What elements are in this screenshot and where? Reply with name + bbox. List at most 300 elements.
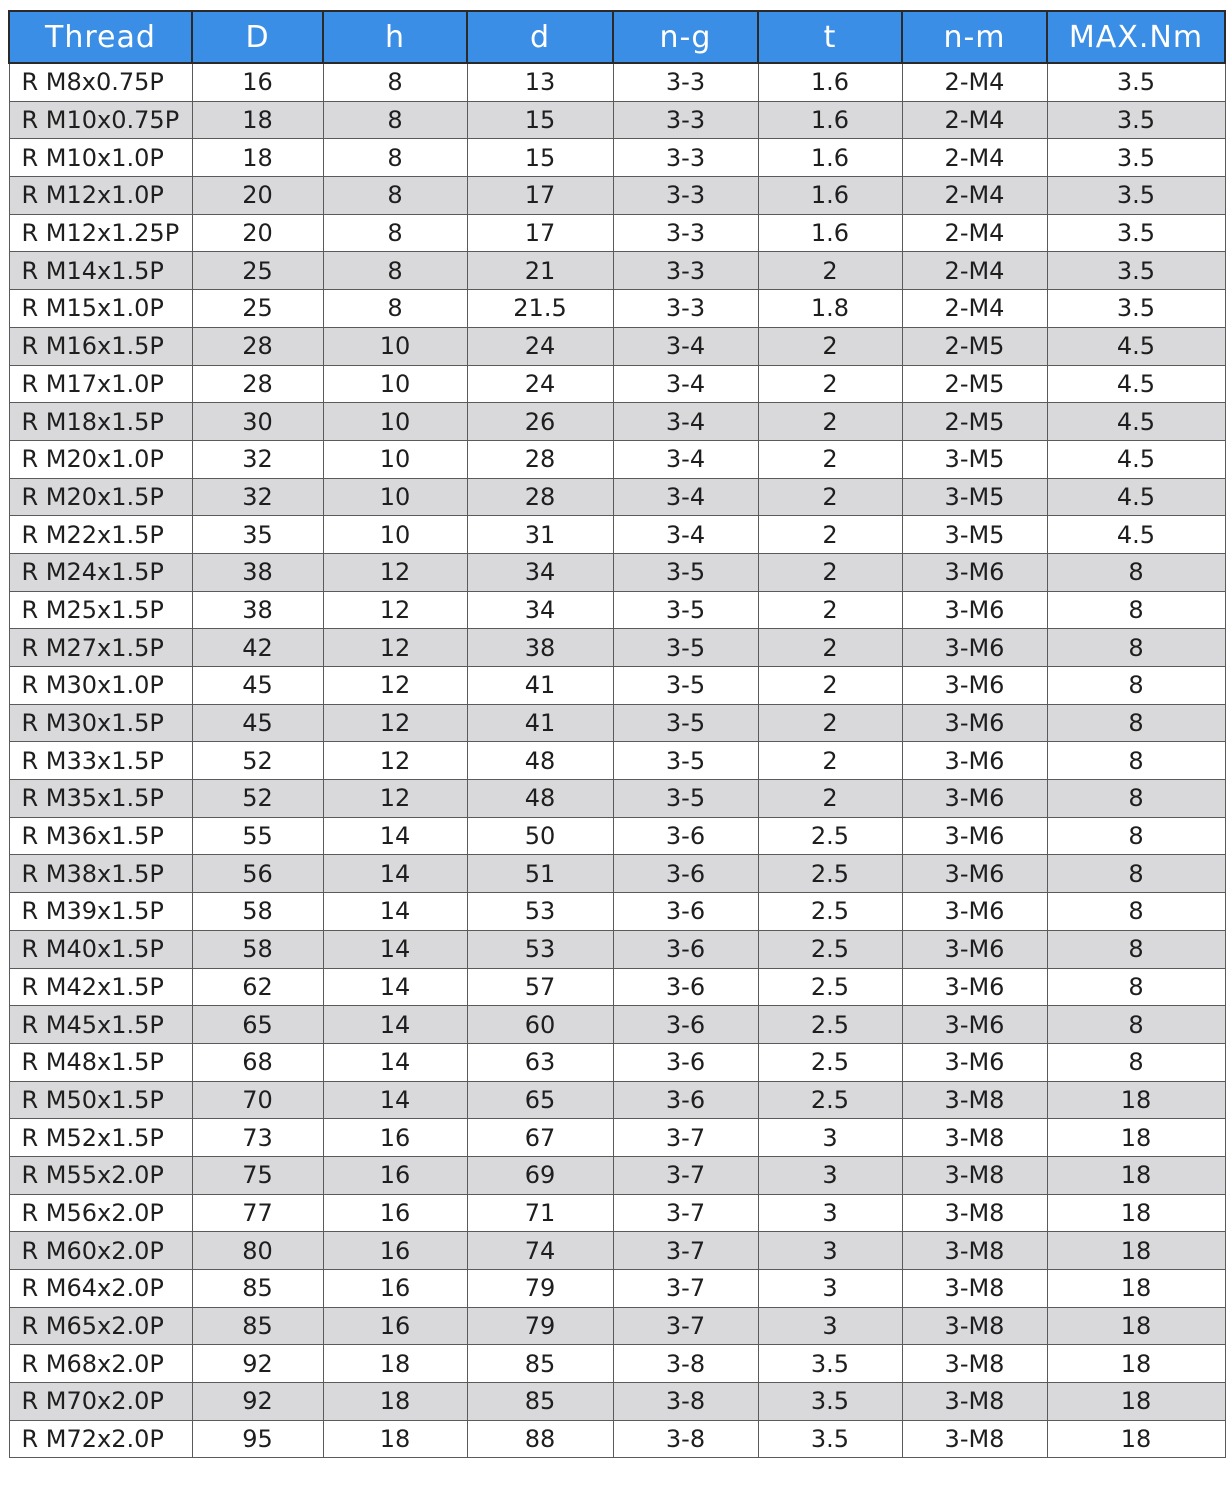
header-thread: Thread	[9, 11, 192, 63]
cell-thickness: 2.5	[758, 1043, 902, 1081]
cell-n-m: 3-M6	[902, 667, 1047, 705]
cell-max-torque: 4.5	[1047, 365, 1225, 403]
cell-thread: R M42x1.5P	[9, 968, 192, 1006]
header-n-m: n-m	[902, 11, 1047, 63]
cell-thickness: 2	[758, 327, 902, 365]
table-row	[9, 478, 1225, 516]
cell-n-g: 3-3	[613, 101, 758, 139]
cell-inner-diameter: 48	[467, 780, 613, 818]
cell-max-torque: 18	[1047, 1194, 1225, 1232]
cell-n-g: 3-8	[613, 1383, 758, 1421]
cell-height: 10	[323, 365, 467, 403]
cell-outer-diameter: 42	[192, 629, 323, 667]
header-outer-diameter: D	[192, 11, 323, 63]
cell-inner-diameter: 53	[467, 930, 613, 968]
cell-thickness: 2	[758, 553, 902, 591]
cell-n-m: 3-M6	[902, 742, 1047, 780]
cell-max-torque: 8	[1047, 1043, 1225, 1081]
cell-max-torque: 8	[1047, 629, 1225, 667]
cell-max-torque: 8	[1047, 855, 1225, 893]
cell-height: 10	[323, 440, 467, 478]
cell-n-g: 3-4	[613, 403, 758, 441]
cell-thread: R M10x1.0P	[9, 139, 192, 177]
cell-thread: R M20x1.5P	[9, 478, 192, 516]
cell-thickness: 3	[758, 1270, 902, 1308]
cell-n-m: 3-M6	[902, 968, 1047, 1006]
cell-n-g: 3-4	[613, 478, 758, 516]
cell-outer-diameter: 92	[192, 1345, 323, 1383]
cell-max-torque: 8	[1047, 968, 1225, 1006]
cell-inner-diameter: 71	[467, 1194, 613, 1232]
cell-max-torque: 3.5	[1047, 101, 1225, 139]
cell-inner-diameter: 65	[467, 1081, 613, 1119]
cell-height: 16	[323, 1156, 467, 1194]
header-row	[9, 11, 1225, 63]
cell-n-g: 3-8	[613, 1420, 758, 1458]
table-row	[9, 742, 1225, 780]
cell-outer-diameter: 16	[192, 63, 323, 101]
cell-height: 14	[323, 855, 467, 893]
cell-thread: R M50x1.5P	[9, 1081, 192, 1119]
cell-thread: R M48x1.5P	[9, 1043, 192, 1081]
cell-outer-diameter: 62	[192, 968, 323, 1006]
cell-thread: R M20x1.0P	[9, 440, 192, 478]
cell-n-m: 2-M4	[902, 139, 1047, 177]
table-row	[9, 817, 1225, 855]
cell-max-torque: 3.5	[1047, 214, 1225, 252]
table-row	[9, 290, 1225, 328]
cell-thread: R M55x2.0P	[9, 1156, 192, 1194]
cell-inner-diameter: 79	[467, 1270, 613, 1308]
cell-thread: R M45x1.5P	[9, 1006, 192, 1044]
cell-thread: R M60x2.0P	[9, 1232, 192, 1270]
cell-thickness: 1.6	[758, 63, 902, 101]
cell-inner-diameter: 15	[467, 139, 613, 177]
cell-height: 10	[323, 516, 467, 554]
cell-n-g: 3-6	[613, 817, 758, 855]
cell-height: 14	[323, 817, 467, 855]
cell-n-g: 3-3	[613, 214, 758, 252]
cell-inner-diameter: 34	[467, 591, 613, 629]
cell-inner-diameter: 53	[467, 893, 613, 931]
cell-height: 14	[323, 968, 467, 1006]
cell-outer-diameter: 20	[192, 177, 323, 215]
cell-height: 8	[323, 214, 467, 252]
cell-outer-diameter: 58	[192, 893, 323, 931]
cell-height: 18	[323, 1383, 467, 1421]
table-row	[9, 327, 1225, 365]
table-row	[9, 1270, 1225, 1308]
cell-outer-diameter: 85	[192, 1307, 323, 1345]
cell-thickness: 2	[758, 478, 902, 516]
cell-height: 12	[323, 553, 467, 591]
cell-n-m: 3-M8	[902, 1345, 1047, 1383]
cell-thickness: 3	[758, 1232, 902, 1270]
cell-inner-diameter: 24	[467, 365, 613, 403]
cell-n-m: 3-M5	[902, 478, 1047, 516]
cell-inner-diameter: 17	[467, 214, 613, 252]
cell-max-torque: 18	[1047, 1383, 1225, 1421]
table-row	[9, 214, 1225, 252]
spec-sheet	[8, 10, 1224, 1458]
cell-n-g: 3-5	[613, 591, 758, 629]
cell-n-g: 3-7	[613, 1232, 758, 1270]
cell-n-m: 3-M8	[902, 1270, 1047, 1308]
table-body	[9, 63, 1225, 1458]
cell-max-torque: 8	[1047, 780, 1225, 818]
cell-thickness: 3	[758, 1307, 902, 1345]
cell-max-torque: 4.5	[1047, 516, 1225, 554]
cell-max-torque: 8	[1047, 667, 1225, 705]
cell-max-torque: 8	[1047, 930, 1225, 968]
cell-thickness: 2	[758, 365, 902, 403]
cell-n-g: 3-6	[613, 1081, 758, 1119]
cell-outer-diameter: 20	[192, 214, 323, 252]
table-row	[9, 63, 1225, 101]
cell-height: 12	[323, 704, 467, 742]
cell-thickness: 1.6	[758, 177, 902, 215]
cell-n-g: 3-4	[613, 327, 758, 365]
cell-n-m: 3-M8	[902, 1156, 1047, 1194]
cell-n-m: 3-M5	[902, 440, 1047, 478]
table-row	[9, 516, 1225, 554]
cell-n-g: 3-5	[613, 629, 758, 667]
cell-inner-diameter: 69	[467, 1156, 613, 1194]
cell-thickness: 2	[758, 780, 902, 818]
header-n-g: n-g	[613, 11, 758, 63]
cell-thread: R M38x1.5P	[9, 855, 192, 893]
cell-n-m: 3-M6	[902, 893, 1047, 931]
cell-thickness: 2	[758, 403, 902, 441]
cell-thickness: 3.5	[758, 1383, 902, 1421]
cell-thickness: 2.5	[758, 817, 902, 855]
table-row	[9, 1383, 1225, 1421]
cell-inner-diameter: 41	[467, 704, 613, 742]
header-height: h	[323, 11, 467, 63]
cell-thread: R M18x1.5P	[9, 403, 192, 441]
cell-thickness: 2	[758, 440, 902, 478]
table-row	[9, 177, 1225, 215]
cell-n-m: 3-M8	[902, 1420, 1047, 1458]
cell-n-m: 3-M8	[902, 1119, 1047, 1157]
table-row	[9, 1194, 1225, 1232]
cell-outer-diameter: 32	[192, 478, 323, 516]
cell-inner-diameter: 51	[467, 855, 613, 893]
cell-outer-diameter: 32	[192, 440, 323, 478]
cell-max-torque: 3.5	[1047, 139, 1225, 177]
cell-inner-diameter: 38	[467, 629, 613, 667]
cell-inner-diameter: 15	[467, 101, 613, 139]
cell-thread: R M40x1.5P	[9, 930, 192, 968]
cell-inner-diameter: 34	[467, 553, 613, 591]
table-row	[9, 440, 1225, 478]
cell-outer-diameter: 18	[192, 139, 323, 177]
cell-thread: R M72x2.0P	[9, 1420, 192, 1458]
cell-thread: R M68x2.0P	[9, 1345, 192, 1383]
cell-outer-diameter: 38	[192, 591, 323, 629]
cell-height: 12	[323, 742, 467, 780]
cell-n-g: 3-3	[613, 177, 758, 215]
table-row	[9, 553, 1225, 591]
cell-n-m: 3-M6	[902, 591, 1047, 629]
cell-outer-diameter: 80	[192, 1232, 323, 1270]
cell-thread: R M24x1.5P	[9, 553, 192, 591]
cell-outer-diameter: 75	[192, 1156, 323, 1194]
cell-height: 10	[323, 327, 467, 365]
table-header	[9, 11, 1225, 63]
cell-max-torque: 18	[1047, 1345, 1225, 1383]
cell-height: 16	[323, 1232, 467, 1270]
cell-outer-diameter: 77	[192, 1194, 323, 1232]
cell-n-g: 3-5	[613, 667, 758, 705]
cell-n-g: 3-7	[613, 1156, 758, 1194]
cell-height: 18	[323, 1420, 467, 1458]
cell-n-g: 3-6	[613, 968, 758, 1006]
cell-max-torque: 4.5	[1047, 327, 1225, 365]
cell-n-m: 2-M4	[902, 252, 1047, 290]
cell-thickness: 1.8	[758, 290, 902, 328]
cell-n-g: 3-5	[613, 742, 758, 780]
cell-n-g: 3-5	[613, 553, 758, 591]
cell-outer-diameter: 28	[192, 327, 323, 365]
cell-outer-diameter: 85	[192, 1270, 323, 1308]
cell-outer-diameter: 25	[192, 252, 323, 290]
cell-n-m: 3-M6	[902, 780, 1047, 818]
cell-thickness: 2	[758, 704, 902, 742]
table-row	[9, 855, 1225, 893]
cell-height: 14	[323, 930, 467, 968]
cell-thickness: 1.6	[758, 214, 902, 252]
cell-outer-diameter: 28	[192, 365, 323, 403]
cell-inner-diameter: 79	[467, 1307, 613, 1345]
cell-thickness: 2	[758, 252, 902, 290]
cell-thickness: 2.5	[758, 968, 902, 1006]
cell-max-torque: 8	[1047, 553, 1225, 591]
cell-n-m: 3-M6	[902, 930, 1047, 968]
cell-n-g: 3-3	[613, 290, 758, 328]
cell-thickness: 3	[758, 1119, 902, 1157]
cell-thickness: 2	[758, 667, 902, 705]
table-row	[9, 1232, 1225, 1270]
cell-max-torque: 8	[1047, 591, 1225, 629]
cell-n-g: 3-4	[613, 365, 758, 403]
cell-n-m: 3-M6	[902, 629, 1047, 667]
cell-height: 8	[323, 290, 467, 328]
cell-n-m: 3-M5	[902, 516, 1047, 554]
cell-n-g: 3-8	[613, 1345, 758, 1383]
cell-thread: R M14x1.5P	[9, 252, 192, 290]
cell-max-torque: 8	[1047, 893, 1225, 931]
cell-outer-diameter: 55	[192, 817, 323, 855]
header-max-torque: MAX.Nm	[1047, 11, 1225, 63]
cell-height: 12	[323, 629, 467, 667]
cell-inner-diameter: 63	[467, 1043, 613, 1081]
cell-outer-diameter: 73	[192, 1119, 323, 1157]
cell-thickness: 2.5	[758, 1081, 902, 1119]
cell-inner-diameter: 74	[467, 1232, 613, 1270]
cell-thickness: 2	[758, 591, 902, 629]
cell-thread: R M33x1.5P	[9, 742, 192, 780]
cell-n-g: 3-4	[613, 516, 758, 554]
table-row	[9, 1307, 1225, 1345]
cell-n-g: 3-7	[613, 1194, 758, 1232]
cell-max-torque: 8	[1047, 1006, 1225, 1044]
cell-outer-diameter: 58	[192, 930, 323, 968]
cell-outer-diameter: 35	[192, 516, 323, 554]
cell-n-m: 2-M4	[902, 214, 1047, 252]
cell-max-torque: 4.5	[1047, 440, 1225, 478]
cell-max-torque: 4.5	[1047, 478, 1225, 516]
cell-inner-diameter: 57	[467, 968, 613, 1006]
cell-n-g: 3-6	[613, 855, 758, 893]
cell-thread: R M35x1.5P	[9, 780, 192, 818]
cell-thickness: 1.6	[758, 139, 902, 177]
cell-n-g: 3-3	[613, 252, 758, 290]
header-thickness: t	[758, 11, 902, 63]
cell-thickness: 3.5	[758, 1420, 902, 1458]
cell-inner-diameter: 17	[467, 177, 613, 215]
cell-n-g: 3-4	[613, 440, 758, 478]
cell-n-m: 3-M6	[902, 855, 1047, 893]
cell-thread: R M8x0.75P	[9, 63, 192, 101]
cell-height: 8	[323, 63, 467, 101]
cell-thread: R M30x1.5P	[9, 704, 192, 742]
cell-height: 16	[323, 1307, 467, 1345]
cell-thickness: 2	[758, 516, 902, 554]
cell-max-torque: 18	[1047, 1420, 1225, 1458]
cell-outer-diameter: 45	[192, 704, 323, 742]
table-row	[9, 1043, 1225, 1081]
table-row	[9, 667, 1225, 705]
cell-max-torque: 8	[1047, 817, 1225, 855]
cell-height: 14	[323, 1081, 467, 1119]
cell-n-g: 3-5	[613, 704, 758, 742]
cell-inner-diameter: 88	[467, 1420, 613, 1458]
header-inner-diameter: d	[467, 11, 613, 63]
cell-inner-diameter: 48	[467, 742, 613, 780]
cell-thread: R M64x2.0P	[9, 1270, 192, 1308]
table-row	[9, 930, 1225, 968]
cell-n-m: 2-M5	[902, 365, 1047, 403]
cell-height: 12	[323, 667, 467, 705]
cell-thread: R M30x1.0P	[9, 667, 192, 705]
table-row	[9, 1345, 1225, 1383]
cell-inner-diameter: 13	[467, 63, 613, 101]
cell-thickness: 2.5	[758, 930, 902, 968]
cell-n-m: 3-M8	[902, 1194, 1047, 1232]
cell-max-torque: 18	[1047, 1119, 1225, 1157]
cell-n-g: 3-6	[613, 1006, 758, 1044]
cell-outer-diameter: 18	[192, 101, 323, 139]
cell-thread: R M70x2.0P	[9, 1383, 192, 1421]
cell-outer-diameter: 70	[192, 1081, 323, 1119]
thread-spec-table	[8, 10, 1226, 1458]
cell-inner-diameter: 28	[467, 440, 613, 478]
cell-thread: R M17x1.0P	[9, 365, 192, 403]
cell-n-g: 3-3	[613, 139, 758, 177]
cell-inner-diameter: 21.5	[467, 290, 613, 328]
cell-inner-diameter: 31	[467, 516, 613, 554]
cell-thread: R M10x0.75P	[9, 101, 192, 139]
cell-max-torque: 18	[1047, 1307, 1225, 1345]
cell-n-m: 3-M6	[902, 1043, 1047, 1081]
table-row	[9, 1420, 1225, 1458]
table-row	[9, 704, 1225, 742]
cell-n-m: 3-M6	[902, 817, 1047, 855]
cell-max-torque: 18	[1047, 1270, 1225, 1308]
cell-n-g: 3-7	[613, 1307, 758, 1345]
cell-n-m: 3-M6	[902, 1006, 1047, 1044]
cell-max-torque: 4.5	[1047, 403, 1225, 441]
cell-inner-diameter: 50	[467, 817, 613, 855]
cell-n-g: 3-6	[613, 1043, 758, 1081]
cell-height: 16	[323, 1270, 467, 1308]
cell-height: 14	[323, 893, 467, 931]
cell-thread: R M52x1.5P	[9, 1119, 192, 1157]
table-row	[9, 968, 1225, 1006]
table-row	[9, 365, 1225, 403]
cell-thread: R M15x1.0P	[9, 290, 192, 328]
cell-n-m: 2-M4	[902, 177, 1047, 215]
cell-inner-diameter: 85	[467, 1345, 613, 1383]
cell-n-m: 3-M8	[902, 1081, 1047, 1119]
cell-inner-diameter: 67	[467, 1119, 613, 1157]
cell-thread: R M56x2.0P	[9, 1194, 192, 1232]
cell-thickness: 2.5	[758, 855, 902, 893]
cell-height: 8	[323, 252, 467, 290]
cell-n-m: 2-M4	[902, 63, 1047, 101]
cell-n-m: 2-M5	[902, 403, 1047, 441]
cell-n-g: 3-6	[613, 930, 758, 968]
cell-inner-diameter: 28	[467, 478, 613, 516]
cell-height: 12	[323, 780, 467, 818]
cell-outer-diameter: 45	[192, 667, 323, 705]
cell-n-g: 3-3	[613, 63, 758, 101]
cell-inner-diameter: 60	[467, 1006, 613, 1044]
cell-outer-diameter: 92	[192, 1383, 323, 1421]
cell-n-m: 2-M4	[902, 101, 1047, 139]
cell-thread: R M12x1.25P	[9, 214, 192, 252]
cell-thread: R M36x1.5P	[9, 817, 192, 855]
table-row	[9, 591, 1225, 629]
cell-n-m: 3-M8	[902, 1383, 1047, 1421]
cell-n-m: 2-M4	[902, 290, 1047, 328]
cell-outer-diameter: 25	[192, 290, 323, 328]
cell-height: 10	[323, 478, 467, 516]
cell-inner-diameter: 85	[467, 1383, 613, 1421]
cell-height: 16	[323, 1119, 467, 1157]
cell-n-m: 3-M8	[902, 1307, 1047, 1345]
cell-inner-diameter: 26	[467, 403, 613, 441]
cell-max-torque: 3.5	[1047, 63, 1225, 101]
cell-outer-diameter: 52	[192, 780, 323, 818]
cell-n-g: 3-7	[613, 1270, 758, 1308]
cell-max-torque: 3.5	[1047, 290, 1225, 328]
cell-max-torque: 3.5	[1047, 177, 1225, 215]
cell-thickness: 2	[758, 629, 902, 667]
cell-outer-diameter: 56	[192, 855, 323, 893]
cell-thickness: 3.5	[758, 1345, 902, 1383]
cell-n-m: 3-M6	[902, 704, 1047, 742]
cell-thickness: 2	[758, 742, 902, 780]
cell-inner-diameter: 21	[467, 252, 613, 290]
cell-outer-diameter: 30	[192, 403, 323, 441]
cell-outer-diameter: 38	[192, 553, 323, 591]
cell-n-g: 3-5	[613, 780, 758, 818]
cell-height: 12	[323, 591, 467, 629]
table-row	[9, 403, 1225, 441]
cell-n-g: 3-6	[613, 893, 758, 931]
